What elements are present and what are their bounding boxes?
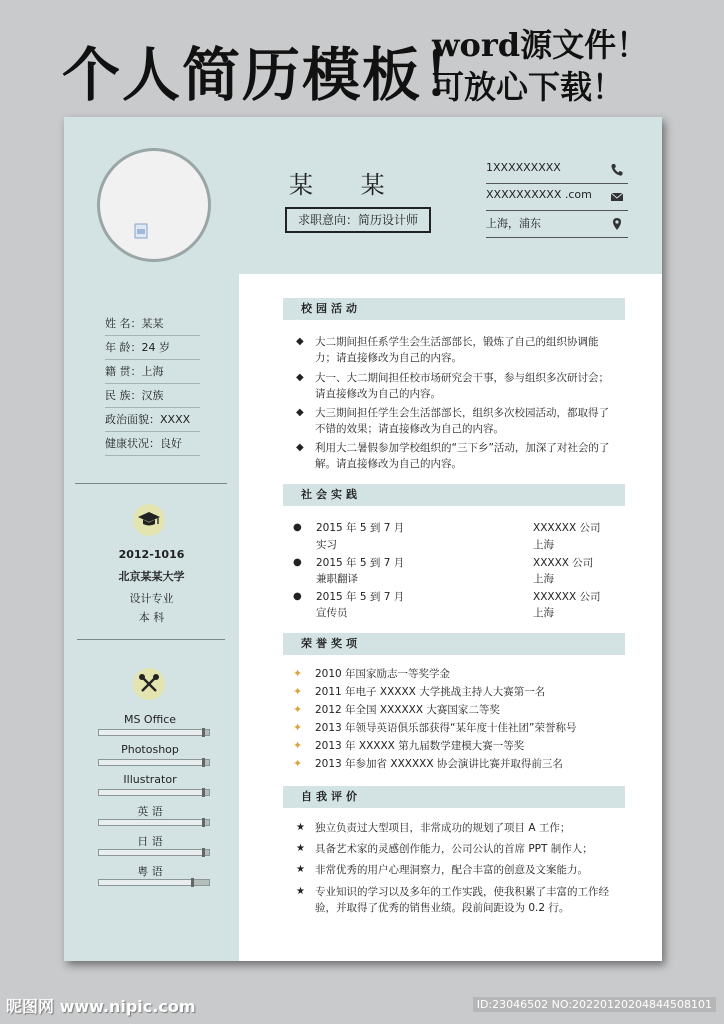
section-honors-header [283,633,625,655]
star-bullet-icon: ✦ [293,685,303,698]
skill-level-bar[interactable] [98,849,210,856]
profile-label: 姓 名： [105,317,142,330]
bullet-icon: ◆ [296,372,304,383]
social-role: 实习 [316,539,337,551]
banner-subtitle [432,24,648,108]
bullet-dot-icon: ● [293,522,302,533]
contact-email [486,188,628,201]
self-eval-item: 独立负责过大型项目，非常成功的规划了项目 A 工作； [315,822,571,834]
sidebar-divider [75,483,227,484]
banner-title: 个人简历模板！ [62,41,483,109]
skill-level-fill [99,790,204,795]
profile-label: 年 龄： [105,341,142,354]
skill-level-fill [99,850,204,855]
skill-label: 英 语 [137,805,163,818]
star-bullet-icon: ✦ [293,757,303,770]
profile-value: 汉族 [141,389,164,402]
banner-subtitle-line-1: word源文件！ [432,26,649,64]
skill-level-fill [99,820,204,825]
section-self-header [283,786,625,808]
contact-phone [486,161,628,174]
skill-label: Photoshop [121,743,179,756]
campus-item: 大一、大二期间担任校市场研究会干事，参与组织多次研讨会；请直接修改为自己的内容。 [315,372,609,400]
social-city: 上海 [533,539,554,551]
mail-icon [610,190,624,204]
honor-item: 2013 年 XXXXX 第九届数学建模大赛一等奖 [315,740,525,752]
campus-item: 大三期间担任学生会生活部部长，组织多次校园活动，都取得了不错的效果；请直接修改为自己的内容。 [315,407,609,435]
tools-icon [133,668,165,700]
profile-row [105,385,200,408]
social-role: 兼职翻译 [316,573,358,585]
contact-divider [486,183,628,184]
star-bullet-icon: ✦ [293,739,303,752]
section-title: 荣誉奖项 [301,637,361,650]
section-title: 校园活动 [301,302,361,315]
campus-item: 大二期间担任系学生会生活部部长，锻炼了自己的组织协调能力；请直接修改为自己的内容。 [315,336,599,364]
profile-value: 良好 [160,437,182,450]
social-date: 2015 年 5 到 7 月 [316,591,405,603]
skill-level-handle[interactable] [202,818,205,827]
education-major: 设计专业 [129,592,174,605]
skill-label: 粤 语 [137,865,163,878]
graduation-cap-icon [133,504,165,536]
skill-label: 日 语 [137,835,163,848]
section-campus-header [283,298,625,320]
star-bullet-icon: ✦ [293,721,303,734]
profile-label: 民 族： [105,389,142,402]
self-eval-item: 具备艺术家的灵感创作能力，公司公认的首席 PPT 制作人； [315,843,593,855]
social-role: 宣传员 [316,607,348,619]
social-company: XXXXXX 公司 [533,591,601,603]
contact-location [486,215,628,231]
star-bullet-icon: ★ [296,886,305,897]
self-eval-item: 非常优秀的用户心理洞察力，配合丰富的创意及文案能力。 [315,864,588,876]
honor-item: 2010 年国家励志一等奖学金 [315,668,451,680]
profile-row [105,313,200,336]
social-company: XXXXXX 公司 [533,522,601,534]
avatar-photo-placeholder[interactable] [97,148,211,262]
social-city: 上海 [533,573,554,585]
bullet-icon: ◆ [296,442,304,453]
skill-level-handle[interactable] [202,788,205,797]
section-social-header [283,484,625,506]
sidebar-divider [77,639,225,640]
skill-level-handle[interactable] [202,758,205,767]
profile-value: 24 岁 [141,341,170,354]
profile-value: 上海 [141,365,164,378]
profile-row [105,337,200,360]
star-bullet-icon: ✦ [293,667,303,680]
profile-row [105,433,200,456]
watermark-site: 昵图网 www.nipic.com [6,997,196,1016]
education-degree: 本 科 [138,611,165,624]
skill-level-bar[interactable] [98,729,210,736]
campus-item: 利用大二暑假参加学校组织的“三下乡”活动，加深了对社会的了解。请直接修改为自己的内容。 [315,442,610,470]
honor-item: 2012 年全国 XXXXXX 大赛国家二等奖 [315,704,500,716]
self-eval-item: 专业知识的学习以及多年的工作实践，使我积累了丰富的工作经验，并取得了优秀的销售业绩。段前间距设为 0.2 行。 [315,886,609,914]
profile-value: XXXX [160,413,191,426]
job-intention: 求职意向：简历设计师 [285,207,431,233]
location-pin-icon [610,217,624,231]
skill-label: MS Office [123,713,177,726]
contact-divider [486,210,628,211]
star-bullet-icon: ★ [296,843,305,854]
honor-item: 2013 年领导英语俱乐部获得“某年度十佳社团”荣誉称号 [315,722,577,734]
education-years: 2012-1016 [118,548,185,561]
profile-label: 政治面貌： [105,413,160,426]
bullet-icon: ◆ [296,336,304,347]
candidate-name: 某 某 [289,171,405,199]
education-school: 北京某某大学 [118,570,185,583]
star-bullet-icon: ★ [296,864,305,875]
phone-icon [610,163,624,177]
skill-level-bar[interactable] [98,759,210,766]
social-company: XXXXX 公司 [533,557,594,569]
profile-row [105,409,200,432]
watermark-id: ID:23046502 NO:20220120204844508101 [473,997,716,1012]
honor-item: 2011 年电子 XXXXX 大学挑战主持人大赛第一名 [315,686,546,698]
skill-level-bar[interactable] [98,879,210,886]
skill-level-fill [99,880,193,885]
social-date: 2015 年 5 到 7 月 [316,522,405,534]
skill-level-bar[interactable] [98,789,210,796]
profile-label: 健康状况： [105,437,160,450]
profile-value: 某某 [141,317,164,330]
honor-item: 2013 年参加省 XXXXXX 协会演讲比赛并取得前三名 [315,758,563,770]
contact-phone-text: 1XXXXXXXXX [486,161,561,174]
section-title: 社会实践 [301,488,361,501]
banner-subtitle-line-2: 可放心下载！ [432,68,625,106]
skill-level-handle[interactable] [191,878,194,887]
section-title: 自我评价 [301,790,361,803]
skill-level-bar[interactable] [98,819,210,826]
social-city: 上海 [533,607,554,619]
image-file-icon [134,223,148,239]
star-bullet-icon: ✦ [293,703,303,716]
skill-label: Illustrator [123,773,177,786]
contact-divider [486,237,628,238]
skill-level-handle[interactable] [202,728,205,737]
bullet-dot-icon: ● [293,591,302,602]
skill-level-fill [99,730,204,735]
contact-email-text: XXXXXXXXXX .com [486,188,592,201]
resume-page [64,117,662,961]
social-date: 2015 年 5 到 7 月 [316,557,405,569]
star-bullet-icon: ★ [296,822,305,833]
profile-row [105,361,200,384]
skill-level-fill [99,760,204,765]
skill-level-handle[interactable] [202,848,205,857]
contact-location-text: 上海，浦东 [486,217,541,230]
profile-label: 籍 贯： [105,365,142,378]
bullet-dot-icon: ● [293,557,302,568]
bullet-icon: ◆ [296,407,304,418]
